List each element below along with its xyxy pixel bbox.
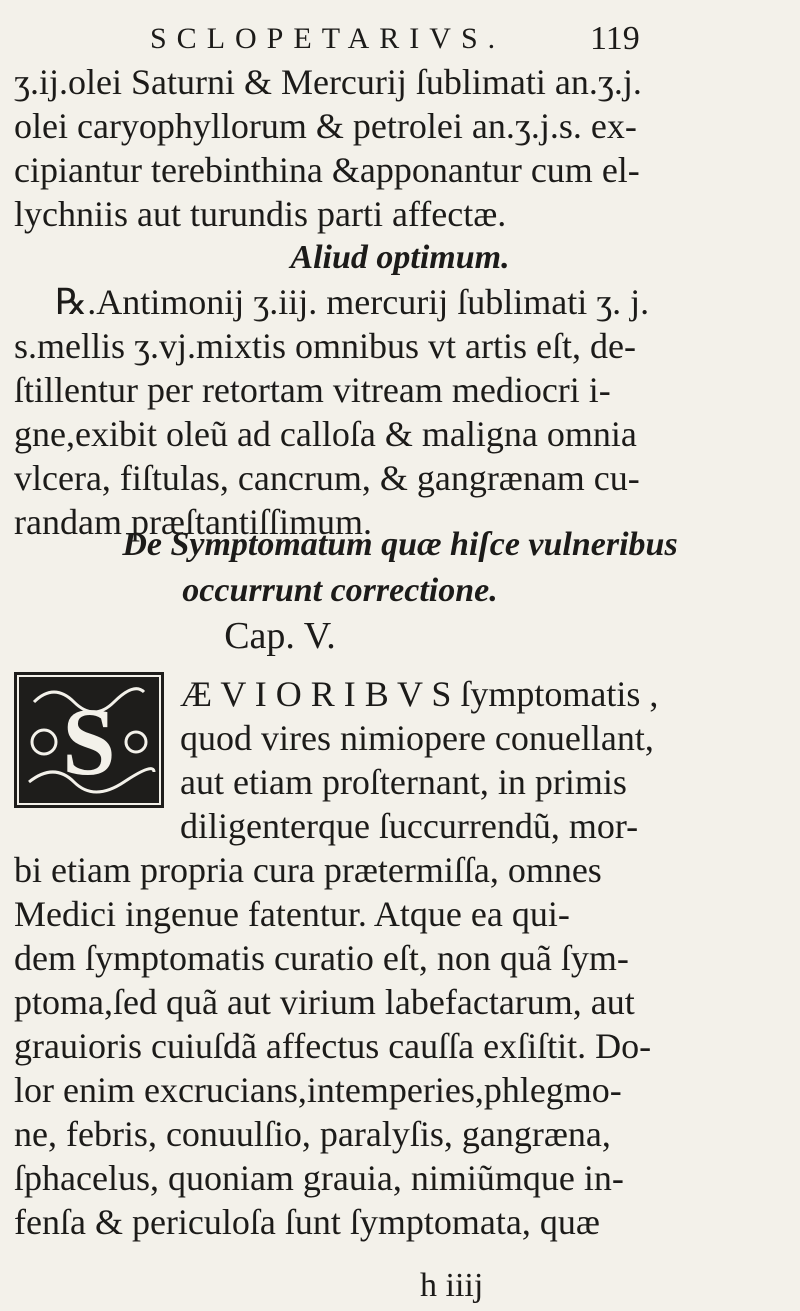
section-heading-aliud: Aliud optimum.	[290, 239, 510, 276]
text-line: olei caryophyllorum & petrolei an.ʒ.j.s. ex-	[14, 106, 637, 146]
text-line: cipiantur terebinthina &apponantur cum el-	[14, 150, 640, 190]
text-line: ſphacelus, quoniam grauia, nimiũmque in-	[14, 1158, 624, 1198]
text-line: ne, febris, conuulſio, paralyſis, gangræna,	[14, 1114, 611, 1154]
chapter-label: Cap. V.	[224, 615, 336, 657]
text-line: gne,exibit oleũ ad calloſa & maligna omnia	[14, 414, 637, 454]
text-line: s.mellis ʒ.vj.mixtis omnibus vt artis eſt, de-	[14, 326, 636, 366]
text-line: quod vires nimiopere conuellant,	[180, 718, 654, 758]
text-line: ptoma,ſed quã aut virium labefactarum, aut	[14, 982, 635, 1022]
text-line: randam præſtantiſſimum.	[14, 502, 372, 542]
initial-letter: S	[62, 688, 116, 795]
text-line: lor enim excrucians,intemperies,phlegmo-	[14, 1070, 622, 1110]
ornament-icon	[14, 672, 164, 808]
text-line: dem ſymptomatis curatio eſt, non quã ſym-	[14, 938, 629, 978]
text-line: grauioris cuiuſdã affectus cauſſa exſiſtit. Do-	[14, 1026, 652, 1066]
text-line: diligenterque ſuccurrendũ, mor-	[180, 806, 639, 846]
text-line: ʒ.ij.olei Saturni & Mercurij ſublimati an.ʒ.j.	[14, 62, 642, 102]
text-line: bi etiam propria cura prætermiſſa, omnes	[14, 850, 602, 890]
decorated-initial	[14, 672, 164, 808]
running-head	[0, 20, 800, 60]
text-line: ſtillentur per retortam vitream mediocri i-	[14, 370, 611, 410]
page-number: 119	[590, 20, 640, 57]
text-line: ℞.Antimonij ʒ.iij. mercurij ſublimati ʒ. j.	[55, 282, 650, 322]
text-line: lychniis aut turundis parti affectæ.	[14, 194, 507, 234]
running-head-title: SCLOPETARIVS.	[150, 22, 506, 55]
text-line: Medici ingenue fatentur. Atque ea qui-	[14, 894, 570, 934]
text-line: Æ V I O R I B V S ſymptomatis ,	[180, 674, 659, 714]
catchword: h iiij	[420, 1267, 484, 1304]
heading-line: occurrunt correctione.	[182, 572, 498, 609]
text-line: vlcera, fiſtulas, cancrum, & gangrænam cu-	[14, 458, 640, 498]
text-line: aut etiam proſternant, in primis	[180, 762, 627, 802]
text-line: fenſa & periculoſa ſunt ſymptomata, quæ	[14, 1202, 600, 1242]
heading-line: De Symptomatum quæ hiſce vulneribus	[122, 526, 678, 563]
